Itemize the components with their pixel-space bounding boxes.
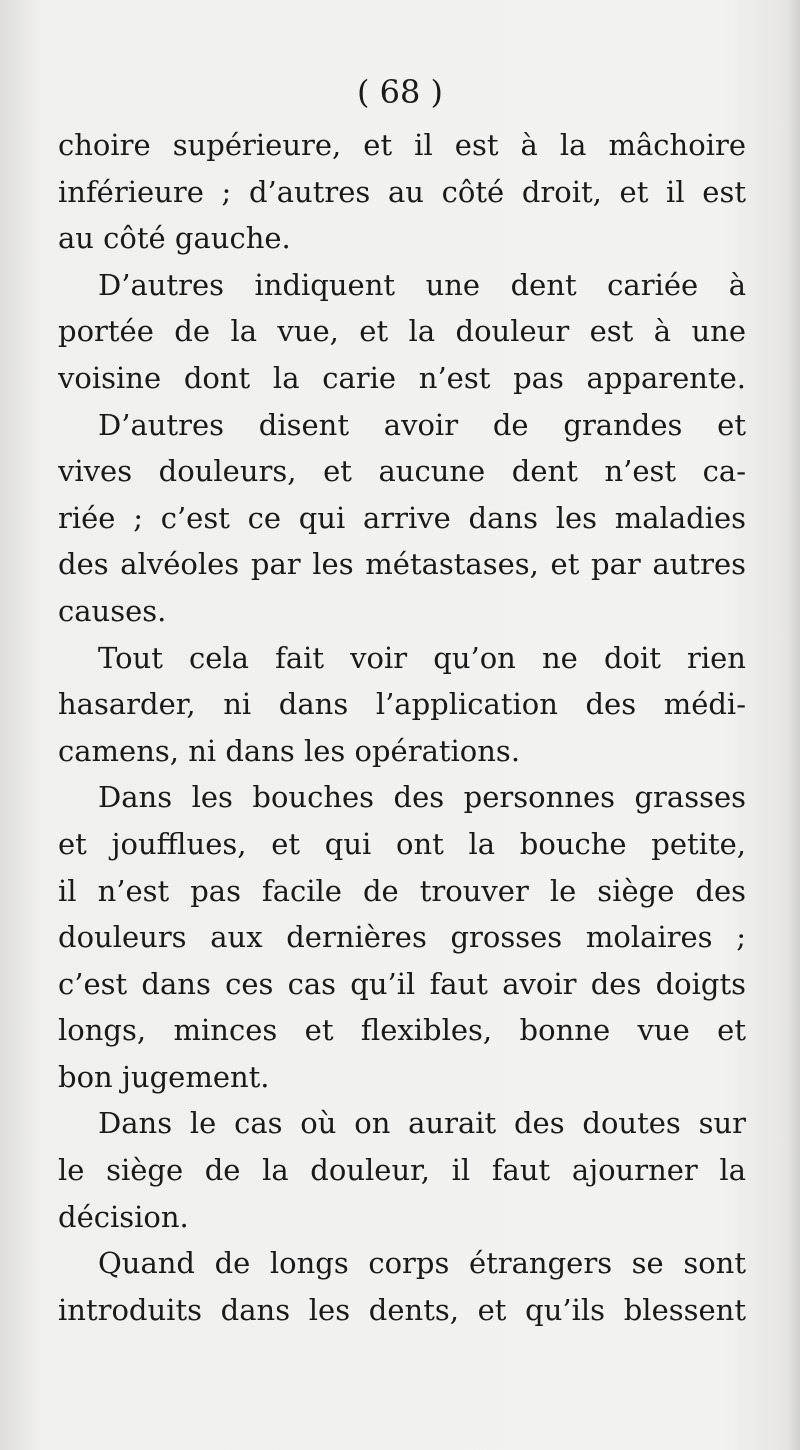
text-line: c’est dans ces cas qu’il faut avoir des doigts <box>58 966 746 1001</box>
text-line: choire supérieure, et il est à la mâchoire <box>58 128 746 162</box>
text-line: et joufflues, et qui ont la bouche petite, <box>58 826 746 861</box>
text-line: au côté gauche. <box>58 221 291 256</box>
text-line: douleurs aux dernières grosses molaires ; <box>58 920 746 955</box>
text-line: inférieure ; d’autres au côté droit, et il est <box>58 174 746 209</box>
paragraph-first-line: Dans les bouches des personnes grasses <box>98 780 746 815</box>
text-line: hasarder, ni dans l’application des médi- <box>58 687 746 722</box>
text-line: portée de la vue, et la douleur est à une <box>58 314 746 349</box>
text-line: riée ; c’est ce qui arrive dans les maladies <box>58 500 746 535</box>
text-line: introduits dans les dents, et qu’ils blessent <box>58 1292 746 1327</box>
text-line: il n’est pas facile de trouver le siège des <box>58 873 746 908</box>
paragraph-first-line: Tout cela fait voir qu’on ne doit rien <box>98 640 746 675</box>
text-line: le siège de la douleur, il faut ajourner la <box>58 1153 746 1188</box>
paragraph-first-line: D’autres indiquent une dent cariée à <box>98 267 746 302</box>
text-line: camens, ni dans les opérations. <box>58 733 521 768</box>
text-line: causes. <box>58 593 167 628</box>
paragraph-first-line: D’autres disent avoir de grandes et <box>98 407 746 442</box>
page-number: ( 68 ) <box>356 73 444 111</box>
text-line: vives douleurs, et aucune dent n’est ca- <box>58 454 746 489</box>
text-line: des alvéoles par les métastases, et par autres <box>58 547 746 582</box>
text-line: longs, minces et flexibles, bonne vue et <box>58 1013 746 1048</box>
paragraph-first-line: Quand de longs corps étrangers se sont <box>98 1246 746 1281</box>
text-line: décision. <box>58 1199 189 1234</box>
page-edge-shadow <box>786 0 800 1450</box>
body-text <box>58 122 746 1333</box>
paragraph-first-line: Dans le cas où on aurait des doutes sur <box>98 1106 746 1141</box>
text-line: voisine dont la carie n’est pas apparente. <box>58 360 746 395</box>
text-line: bon jugement. <box>58 1059 270 1094</box>
